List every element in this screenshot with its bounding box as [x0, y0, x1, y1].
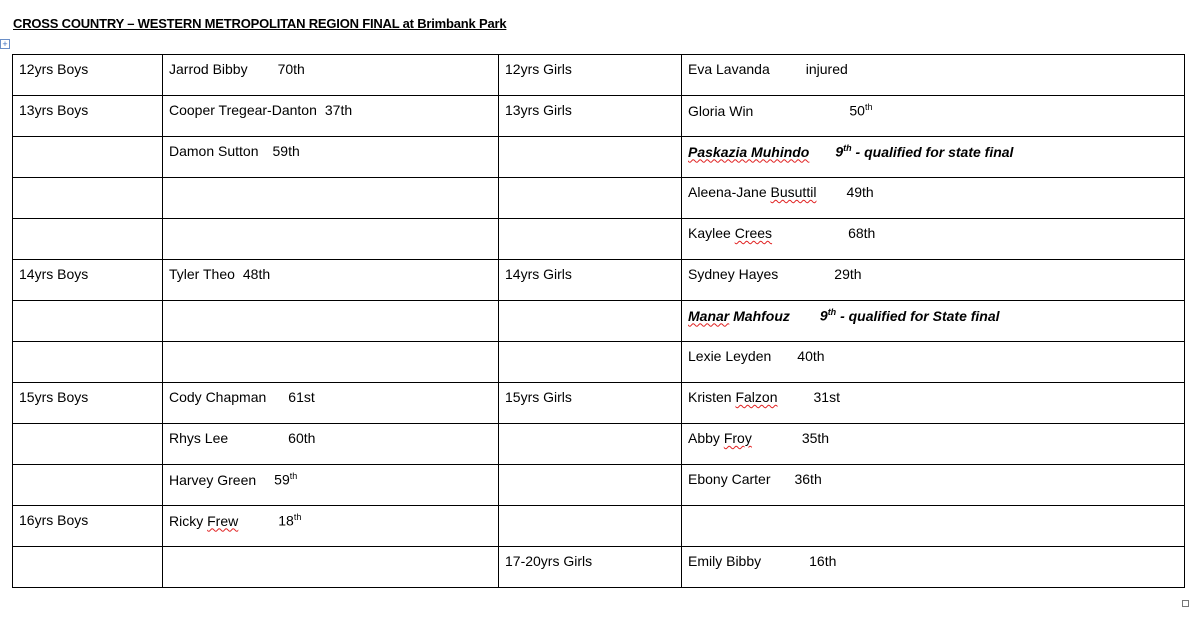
girl-place-value: 16th	[809, 553, 837, 569]
boys-category: 15yrs Boys	[19, 389, 89, 405]
girls-category: 13yrs Girls	[505, 102, 572, 118]
girl-result-cell[interactable]	[682, 137, 1185, 178]
girl-place-value: 36th	[794, 471, 822, 487]
qualification-note: - qualified for State final	[836, 307, 1000, 324]
girl-place	[848, 225, 875, 241]
boy-name: Jarrod Bibby	[169, 61, 248, 77]
table-row	[13, 506, 1185, 547]
results-table	[12, 54, 1185, 588]
boy-result-cell[interactable]	[163, 55, 499, 96]
girls-category-cell[interactable]	[499, 342, 682, 383]
girl-place	[820, 307, 1000, 324]
girl-place	[814, 389, 840, 405]
girls-category-cell[interactable]	[499, 465, 682, 506]
girls-category: 12yrs Girls	[505, 61, 572, 77]
boy-result-cell[interactable]	[163, 260, 499, 301]
table-row	[13, 178, 1185, 219]
girl-result-cell[interactable]	[682, 260, 1185, 301]
girl-name: Kristen Falzon	[688, 389, 778, 405]
girl-result-cell[interactable]	[682, 96, 1185, 137]
boy-place	[278, 61, 305, 77]
table-row	[13, 260, 1185, 301]
girl-place	[806, 61, 848, 77]
girl-name: Kaylee Crees	[688, 225, 773, 241]
table-resize-handle-icon[interactable]	[1182, 600, 1189, 607]
table-row	[13, 424, 1185, 465]
boy-name: Harvey Green	[169, 471, 257, 488]
girl-name: Abby Froy	[688, 430, 752, 446]
girl-result-cell[interactable]	[682, 301, 1185, 342]
boy-name: Rhys Lee	[169, 430, 229, 446]
girl-place-value: 9	[835, 143, 844, 160]
boys-category-cell[interactable]	[13, 383, 163, 424]
girls-category-cell[interactable]	[499, 178, 682, 219]
boys-category-cell[interactable]	[13, 55, 163, 96]
table-row	[13, 301, 1185, 342]
boy-place-value: 37th	[324, 102, 353, 118]
girls-category-cell[interactable]	[499, 55, 682, 96]
boy-place	[243, 266, 270, 282]
table-row	[13, 55, 1185, 96]
boy-name: Cody Chapman	[169, 389, 267, 405]
girl-place	[835, 143, 1013, 160]
boys-category: 14yrs Boys	[19, 266, 89, 282]
girl-place	[794, 471, 821, 487]
girl-result-cell[interactable]	[682, 219, 1185, 260]
boy-place-value: 59	[274, 471, 290, 488]
girls-category: 14yrs Girls	[505, 266, 572, 282]
girl-place-value: 31st	[813, 389, 840, 405]
boy-place-value: 18	[278, 512, 294, 529]
boy-place	[325, 102, 352, 118]
boys-category-cell[interactable]	[13, 506, 163, 547]
girl-result-cell[interactable]	[682, 547, 1185, 588]
boys-category-cell[interactable]	[13, 547, 163, 588]
table-row	[13, 547, 1185, 588]
boy-result-cell[interactable]	[163, 219, 499, 260]
girl-name: Aleena-Jane Busuttil	[688, 184, 817, 200]
girl-place-value: 29th	[834, 266, 862, 282]
girl-place-value: 9	[819, 307, 828, 324]
girl-place	[809, 553, 836, 569]
girl-place-value: injured	[805, 61, 848, 77]
girl-place	[849, 102, 872, 119]
table-row	[13, 96, 1185, 137]
boy-result-cell[interactable]	[163, 424, 499, 465]
boy-result-cell[interactable]	[163, 506, 499, 547]
boy-place-value: 70th	[277, 61, 305, 77]
boy-name: Ricky Frew	[169, 512, 239, 529]
table-row	[13, 342, 1185, 383]
boy-result-cell[interactable]	[163, 178, 499, 219]
boy-result-cell[interactable]	[163, 383, 499, 424]
boy-place-value: 59th	[272, 143, 300, 159]
boy-name: Tyler Theo	[169, 266, 235, 282]
boy-place-suffix: th	[293, 512, 302, 522]
girl-result-cell[interactable]	[682, 424, 1185, 465]
girl-place-suffix: th	[843, 143, 852, 153]
boys-category: 16yrs Boys	[19, 512, 89, 528]
girl-name: Lexie Leyden	[688, 348, 772, 364]
girl-place-suffix: th	[864, 102, 873, 112]
boy-result-cell[interactable]	[163, 137, 499, 178]
girl-result-cell[interactable]	[682, 383, 1185, 424]
girl-name: Sydney Hayes	[688, 266, 779, 282]
boy-place-suffix: th	[289, 471, 298, 481]
girl-place-value: 68th	[848, 225, 876, 241]
girl-place	[834, 266, 861, 282]
qualification-note: - qualified for state final	[851, 143, 1014, 160]
table-row	[13, 465, 1185, 506]
table-row	[13, 383, 1185, 424]
boys-category-cell[interactable]	[13, 342, 163, 383]
girls-category-cell[interactable]	[499, 219, 682, 260]
girls-category-cell[interactable]	[499, 547, 682, 588]
girl-place-value: 49th	[846, 184, 874, 200]
girl-place	[802, 430, 829, 446]
girl-result-cell[interactable]	[682, 55, 1185, 96]
boys-category-cell[interactable]	[13, 96, 163, 137]
girls-category: 15yrs Girls	[505, 389, 572, 405]
girls-category-cell[interactable]	[499, 383, 682, 424]
girl-place	[846, 184, 873, 200]
boy-place	[288, 389, 314, 405]
boy-place-value: 48th	[242, 266, 271, 282]
boys-category: 12yrs Boys	[19, 61, 89, 77]
girl-name: Eva Lavanda	[688, 61, 770, 77]
boy-place	[273, 143, 300, 159]
boy-place-value: 61st	[288, 389, 315, 405]
girl-place-value: 50	[849, 102, 865, 119]
girl-name: Gloria Win	[688, 102, 754, 119]
girls-category: 17-20yrs Girls	[505, 553, 593, 569]
boys-category-cell[interactable]	[13, 424, 163, 465]
boys-category: 13yrs Boys	[19, 102, 89, 118]
girl-result-cell[interactable]	[682, 506, 1185, 547]
girl-name: Manar Mahfouz	[688, 307, 790, 324]
girl-name: Emily Bibby	[688, 553, 762, 569]
boy-result-cell[interactable]	[163, 342, 499, 383]
boys-category-cell[interactable]	[13, 301, 163, 342]
document-title: CROSS COUNTRY – WESTERN METROPOLITAN REGION FINAL at Brimbank Park	[13, 16, 507, 31]
boys-category-cell[interactable]	[13, 219, 163, 260]
girl-place	[797, 348, 824, 364]
boy-place	[274, 471, 297, 488]
boy-result-cell[interactable]	[163, 96, 499, 137]
girl-result-cell[interactable]	[682, 178, 1185, 219]
boys-category-cell[interactable]	[13, 260, 163, 301]
boy-result-cell[interactable]	[163, 465, 499, 506]
boys-category-cell[interactable]	[13, 178, 163, 219]
table-move-handle-icon[interactable]: +	[0, 39, 10, 49]
girls-category-cell[interactable]	[499, 137, 682, 178]
boys-category-cell[interactable]	[13, 465, 163, 506]
girl-name: Ebony Carter	[688, 471, 771, 487]
girls-category-cell[interactable]	[499, 96, 682, 137]
table-row	[13, 219, 1185, 260]
boy-place-value: 60th	[288, 430, 316, 446]
girl-name: Paskazia Muhindo	[688, 143, 810, 160]
girls-category-cell[interactable]	[499, 424, 682, 465]
boy-place	[278, 512, 301, 529]
girl-result-cell[interactable]	[682, 342, 1185, 383]
girls-category-cell[interactable]	[499, 506, 682, 547]
girl-place-value: 40th	[797, 348, 825, 364]
girls-category-cell[interactable]	[499, 301, 682, 342]
boy-name: Cooper Tregear-Danton	[169, 102, 317, 118]
table-row	[13, 137, 1185, 178]
girl-place-suffix: th	[827, 307, 837, 317]
boy-result-cell[interactable]	[163, 301, 499, 342]
girl-result-cell[interactable]	[682, 465, 1185, 506]
girls-category-cell[interactable]	[499, 260, 682, 301]
boys-category-cell[interactable]	[13, 137, 163, 178]
boy-name: Damon Sutton	[169, 143, 259, 159]
boy-place	[288, 430, 315, 446]
girl-place-value: 35th	[801, 430, 830, 446]
boy-result-cell[interactable]	[163, 547, 499, 588]
